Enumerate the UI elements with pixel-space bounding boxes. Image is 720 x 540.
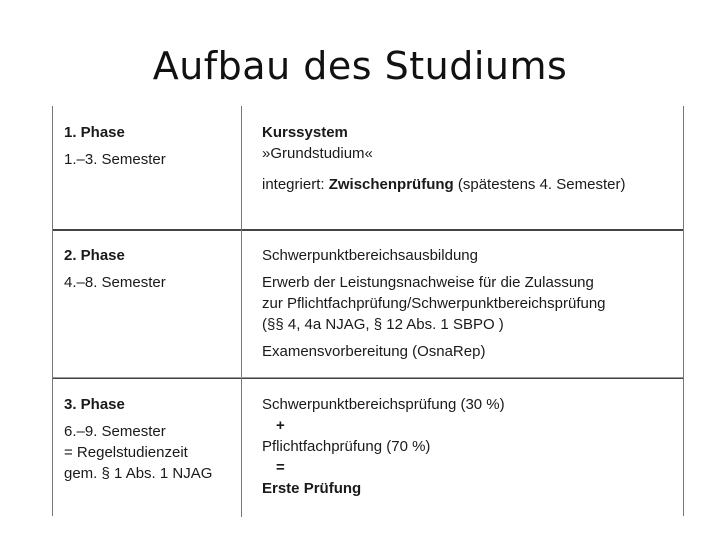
phase-cell [53, 229, 242, 377]
study-structure-table [52, 106, 684, 516]
phase-note: = Regelstudienzeit [64, 444, 188, 461]
phase-description [242, 106, 683, 229]
description-line: (§§ 4, 4a NJAG, § 12 Abs. 1 SBPO ) [262, 316, 504, 333]
phase-cell [53, 378, 242, 517]
description-line [262, 174, 683, 195]
description-line: Erwerb der Leistungsnachweise für die Zulassung [262, 274, 594, 291]
phase-description [242, 229, 683, 377]
plus-symbol: + [276, 417, 285, 434]
table-row-phase-2 [53, 229, 683, 379]
phase-semester: 6.–9. Semester [64, 423, 166, 440]
line-prefix: integriert: [262, 176, 325, 193]
description-line: Schwerpunktbereichsausbildung [262, 247, 478, 264]
description-line: Schwerpunktbereichsprüfung (30 %) [262, 396, 505, 413]
line-suffix: (spätestens 4. Semester) [457, 176, 626, 193]
phase-note: gem. § 1 Abs. 1 NJAG [64, 465, 213, 482]
equals-symbol: = [276, 459, 285, 476]
table-row-phase-1 [53, 106, 683, 231]
phase-name: 3. Phase [64, 396, 125, 413]
phase-name: 1. Phase [64, 124, 125, 141]
description-line: »Grundstudium« [262, 145, 373, 162]
line-bold-term: Zwischenprüfung [328, 176, 454, 193]
phase-name: 2. Phase [64, 247, 125, 264]
description-line: Examensvorbereitung (OsnaRep) [262, 343, 486, 360]
phase-semester: 1.–3. Semester [64, 151, 166, 168]
phase-semester: 4.–8. Semester [64, 274, 166, 291]
result-line: Erste Prüfung [262, 480, 362, 497]
slide-title: Aufbau des Studiums [152, 44, 568, 88]
description-line: zur Pflichtfachprüfung/Schwerpunktbereichsprüfung [262, 295, 606, 312]
phase-description [242, 378, 683, 517]
table-row-phase-3 [53, 377, 683, 517]
description-line: Pflichtfachprüfung (70 %) [262, 438, 431, 455]
phase-cell [53, 106, 242, 229]
description-heading: Kurssystem [262, 124, 348, 141]
